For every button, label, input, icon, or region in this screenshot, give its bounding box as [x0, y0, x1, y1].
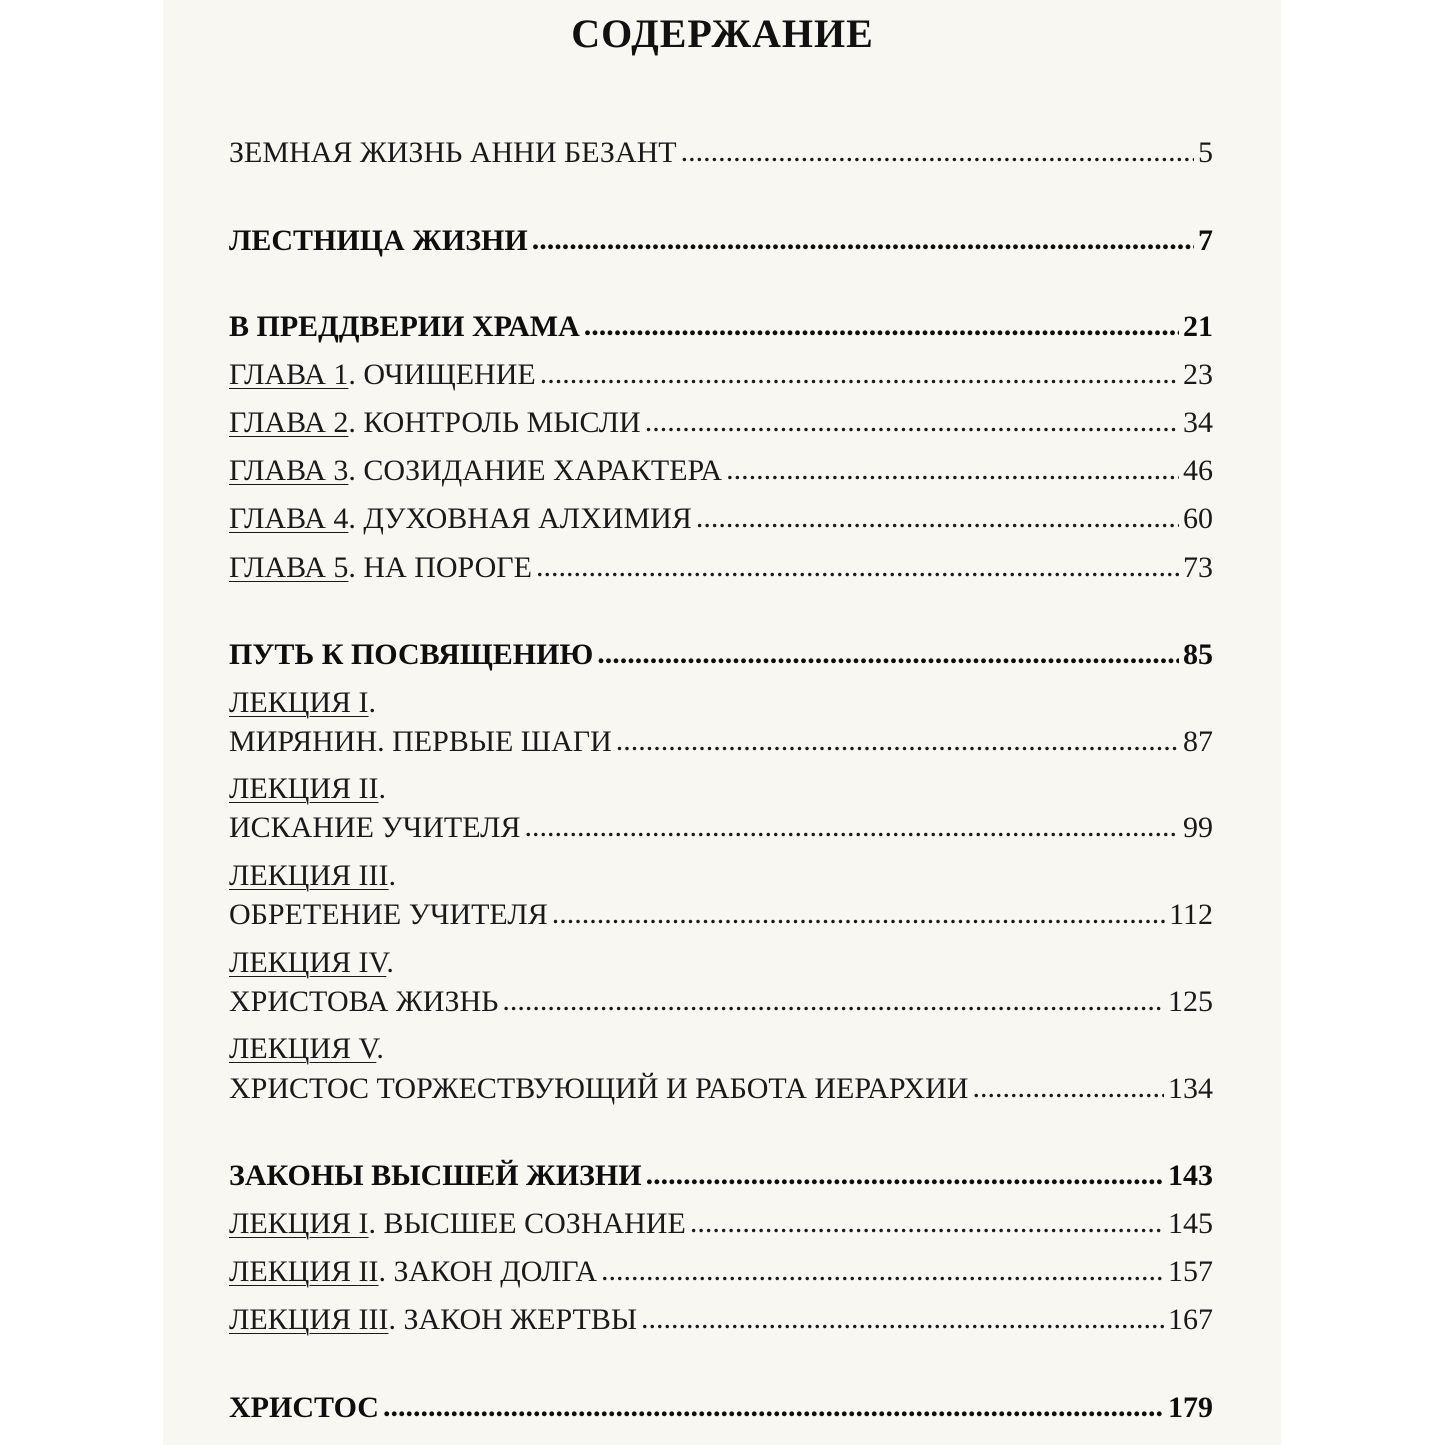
toc-section-title: ХРИСТОС	[229, 1391, 379, 1424]
toc-entry-title: ЗЕМНАЯ ЖИЗНЬ АННИ БЕЗАНТ	[229, 136, 677, 169]
toc-entry-title	[229, 500, 692, 538]
chapter-title: . НА ПОРОГЕ	[348, 551, 532, 584]
dot-leader	[383, 1388, 1164, 1426]
toc-page-number: 143	[1168, 1159, 1213, 1192]
toc-page-number: 7	[1198, 224, 1213, 257]
toc-section	[229, 308, 1213, 346]
toc-page-number: 125	[1168, 985, 1213, 1018]
chapter-label: ГЛАВА 5	[229, 551, 349, 584]
toc-section	[229, 636, 1213, 674]
chapter-title: . ОЧИЩЕНИЕ	[348, 358, 536, 391]
toc-entry	[229, 404, 1213, 442]
dot-leader	[552, 895, 1165, 933]
toc-page-number: 23	[1183, 358, 1213, 391]
toc-entry	[229, 1253, 1213, 1291]
toc-entry-title	[229, 452, 722, 490]
toc-entry-title	[229, 404, 641, 442]
toc-page-number: 34	[1183, 406, 1213, 439]
dot-leader	[601, 1252, 1164, 1290]
chapter-title: . СОЗИДАНИЕ ХАРАКТЕРА	[348, 454, 723, 487]
toc-entry	[229, 1205, 1213, 1243]
dot-leader	[641, 1300, 1164, 1338]
dot-leader	[532, 221, 1194, 259]
toc-entry	[229, 500, 1213, 538]
dot-leader	[597, 635, 1179, 673]
lecture-label: ЛЕКЦИЯ II	[229, 1255, 379, 1288]
toc-page-number: 179	[1168, 1391, 1213, 1424]
dot-leader	[536, 548, 1179, 586]
chapter-label: ГЛАВА 4	[229, 502, 349, 535]
chapter-label: ГЛАВА 2	[229, 406, 349, 439]
lecture-label-dot: .	[376, 1032, 384, 1065]
chapter-title: . КОНТРОЛЬ МЫСЛИ	[348, 406, 641, 439]
toc-section	[229, 1157, 1213, 1195]
dot-leader	[972, 1069, 1164, 1107]
lecture-label-line	[229, 857, 396, 895]
toc-page-number: 167	[1168, 1303, 1213, 1336]
toc-entry	[229, 134, 1213, 172]
toc-entry	[229, 1301, 1213, 1339]
dot-leader	[584, 307, 1179, 345]
toc-page-number: 99	[1183, 811, 1213, 844]
toc-page-number: 157	[1168, 1255, 1213, 1288]
lecture-title: . ЗАКОН ЖЕРТВЫ	[388, 1303, 638, 1336]
toc-entry	[229, 1070, 1213, 1108]
toc-page-number: 5	[1198, 136, 1213, 169]
lecture-label: ЛЕКЦИЯ I	[229, 686, 369, 719]
lecture-label: ЛЕКЦИЯ V	[229, 1032, 377, 1065]
chapter-title: . ДУХОВНАЯ АЛХИМИЯ	[348, 502, 692, 535]
dot-leader	[646, 1156, 1164, 1194]
toc-page-number: 134	[1168, 1072, 1213, 1105]
toc-section	[229, 222, 1213, 260]
toc-section-title: ЗАКОНЫ ВЫСШЕЙ ЖИЗНИ	[229, 1159, 642, 1192]
chapter-label: ГЛАВА 3	[229, 454, 349, 487]
toc-page-number: 21	[1183, 310, 1213, 343]
dot-leader	[525, 808, 1179, 846]
toc-entry-title: ХРИСТОВА ЖИЗНЬ	[229, 985, 499, 1018]
lecture-label-dot: .	[368, 686, 377, 719]
toc-entry-title	[229, 549, 532, 587]
toc-entry	[229, 356, 1213, 394]
lecture-label-line	[229, 1030, 384, 1068]
page-title: СОДЕРЖАНИЕ	[571, 11, 874, 56]
lecture-label-dot: .	[388, 859, 396, 892]
toc-page-number: 85	[1183, 638, 1213, 671]
toc-entry	[229, 983, 1213, 1021]
toc-entry-title: ИСКАНИЕ УЧИТЕЛЯ	[229, 811, 521, 844]
toc-entry-title: МИРЯНИН. ПЕРВЫЕ ШАГИ	[229, 725, 612, 758]
toc-entry	[229, 896, 1213, 934]
toc-page-number: 73	[1183, 551, 1213, 584]
toc-section-title: В ПРЕДДВЕРИИ ХРАМА	[229, 310, 580, 343]
chapter-label: ГЛАВА 1	[229, 358, 349, 391]
dot-leader	[645, 403, 1179, 441]
dot-leader	[540, 355, 1179, 393]
lecture-label: ЛЕКЦИЯ IV	[229, 946, 387, 979]
toc-entry-title	[229, 1205, 686, 1243]
lecture-label: ЛЕКЦИЯ III	[229, 1303, 389, 1336]
toc-entry	[229, 809, 1213, 847]
toc-entry	[229, 723, 1213, 761]
toc-entry	[229, 549, 1213, 587]
toc-entry	[229, 452, 1213, 490]
dot-leader	[690, 1204, 1164, 1242]
toc-entry-title: ХРИСТОС ТОРЖЕСТВУЮЩИЙ И РАБОТА ИЕРАРХИИ	[229, 1072, 969, 1105]
dot-leader	[681, 133, 1194, 171]
lecture-label-dot: .	[378, 772, 387, 805]
lecture-label: ЛЕКЦИЯ I	[229, 1207, 369, 1240]
dot-leader	[696, 499, 1179, 537]
toc-page-number: 60	[1183, 502, 1213, 535]
lecture-label-line	[229, 944, 394, 982]
toc-section-title: ЛЕСТНИЦА ЖИЗНИ	[229, 224, 528, 257]
toc-section-title: ПУТЬ К ПОСВЯЩЕНИЮ	[229, 638, 594, 671]
lecture-title: . ВЫСШЕЕ СОЗНАНИЕ	[368, 1207, 686, 1240]
lecture-label: ЛЕКЦИЯ III	[229, 859, 389, 892]
toc-section	[229, 1389, 1213, 1427]
lecture-label-dot: .	[386, 946, 394, 979]
toc-page-number: 145	[1168, 1207, 1213, 1240]
toc-page-number: 87	[1183, 725, 1213, 758]
lecture-label: ЛЕКЦИЯ II	[229, 772, 379, 805]
toc-entry-title	[229, 356, 536, 394]
toc-entry-title	[229, 1253, 597, 1291]
lecture-label-line	[229, 770, 386, 808]
toc-page-number: 46	[1183, 454, 1213, 487]
dot-leader	[502, 982, 1164, 1020]
toc-page-number: 112	[1169, 898, 1213, 931]
toc-entry-title: ОБРЕТЕНИЕ УЧИТЕЛЯ	[229, 898, 548, 931]
dot-leader	[726, 451, 1179, 489]
lecture-title: . ЗАКОН ДОЛГА	[378, 1255, 598, 1288]
lecture-label-line	[229, 684, 376, 722]
dot-leader	[616, 722, 1179, 760]
toc-entry-title	[229, 1301, 637, 1339]
